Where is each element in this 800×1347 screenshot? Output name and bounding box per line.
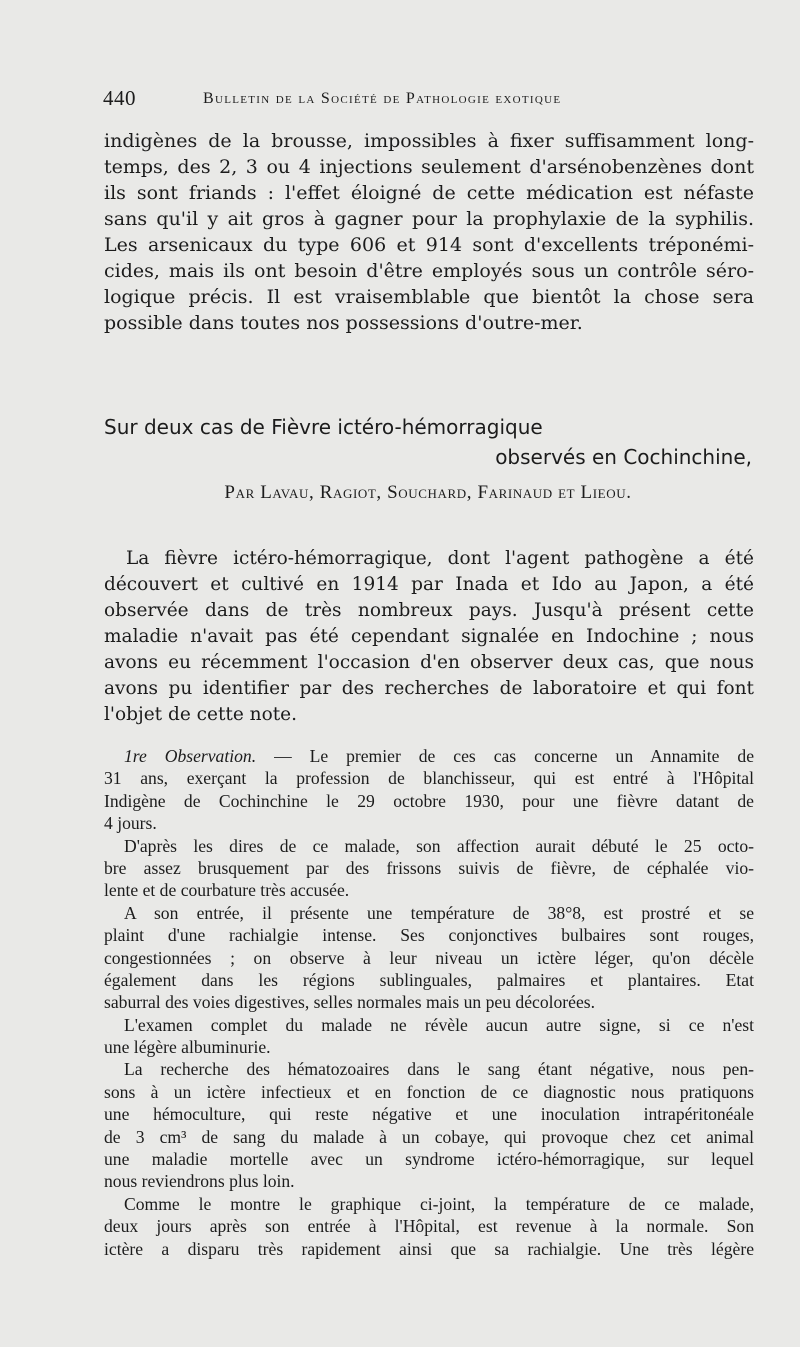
- text-line: temps, des 2, 3 ou 4 injections seulement d'arsénobenzènes dont: [104, 156, 754, 178]
- text-line: avons eu récemment l'occasion d'en observer deux cas, que nous: [104, 652, 754, 673]
- text-line: une légère albuminurie.: [104, 1037, 271, 1058]
- text-line: maladie n'avait pas été cependant signalée en Indochine ; nous: [104, 626, 754, 647]
- text-line: La fièvre ictéro-hémorragique, dont l'agent pathogène a été: [126, 548, 754, 569]
- observation-heading: 1re Observation.: [124, 746, 257, 766]
- intro-paragraph: [104, 546, 754, 728]
- text-line: avons pu identifier par des recherches de laboratoire et qui font: [104, 678, 754, 699]
- text-line: Indigène de Cochinchine le 29 octobre 1930, pour une fièvre datant de: [104, 790, 754, 811]
- running-title: Bulletin de la Société de Pathologie exotique: [203, 90, 562, 107]
- text-line: découvert et cultivé en 1914 par Inada et Ido au Japon, a été: [104, 574, 754, 595]
- text-line: D'après les dires de ce malade, son affection aurait débuté le 25 octo-: [124, 835, 754, 856]
- observation-first-line-text: — Le premier de ces cas concerne un Annamite de: [256, 746, 755, 766]
- text-line: deux jours après son entrée à l'Hôpital, est revenue à la normale. Son: [104, 1216, 754, 1237]
- text-line: observée dans de très nombreux pays. Jusqu'à présent cette: [104, 600, 754, 621]
- observation-first-line: [104, 745, 754, 767]
- text-line: Comme le montre le graphique ci-joint, la température de ce malade,: [124, 1193, 754, 1214]
- text-line: A son entrée, il présente une température de 38°8, est prostré et se: [124, 902, 754, 923]
- article-title-line2: observés en Cochinchine,: [495, 445, 752, 469]
- text-line: 4 jours.: [104, 813, 157, 834]
- text-line: une maladie mortelle avec un syndrome ictéro-hémorragique, sur lequel: [104, 1149, 754, 1170]
- text-line: 31 ans, exerçant la profession de blanchisseur, qui est entré à l'Hôpital: [104, 768, 754, 789]
- observation-section: [104, 745, 754, 1260]
- text-line: ictère a disparu très rapidement ainsi que sa rachialgie. Une très légère: [104, 1238, 754, 1259]
- text-line: La recherche des hématozoaires dans le sang étant négative, nous pen-: [124, 1059, 754, 1080]
- text-line: ils sont friands : l'effet éloigné de cette médication est néfaste: [104, 182, 754, 204]
- text-line: L'examen complet du malade ne révèle aucun autre signe, si ce n'est: [124, 1014, 754, 1035]
- text-line: l'objet de cette note.: [104, 704, 297, 725]
- article-title: [104, 412, 752, 472]
- text-line: logique précis. Il est vraisemblable que bientôt la chose sera: [104, 286, 754, 308]
- page-header: [103, 86, 753, 116]
- text-line: Les arsenicaux du type 606 et 914 sont d'excellents tréponémi-: [104, 234, 754, 256]
- text-line: sons à un ictère infectieux et en fonction de ce diagnostic nous pratiquons: [104, 1081, 754, 1102]
- text-line: congestionnées ; on observe à leur niveau un ictère léger, qu'on décèle: [104, 947, 754, 968]
- text-line: bre assez brusquement par des frissons suivis de fièvre, de céphalée vio-: [104, 857, 754, 878]
- text-line: une hémoculture, qui reste négative et une inoculation intrapéritonéale: [104, 1104, 754, 1125]
- text-line: de 3 cm³ de sang du malade à un cobaye, qui provoque chez cet animal: [104, 1126, 754, 1147]
- text-line: cides, mais ils ont besoin d'être employés sous un contrôle séro-: [104, 260, 754, 282]
- text-line: sans qu'il y ait gros à gagner pour la prophylaxie de la syphilis.: [104, 208, 754, 230]
- text-line: possible dans toutes nos possessions d'outre-mer.: [104, 312, 583, 334]
- text-line: indigènes de la brousse, impossibles à fixer suffisamment long-: [104, 130, 754, 152]
- article-title-line1: Sur deux cas de Fièvre ictéro-hémorragique: [104, 415, 543, 439]
- text-line: saburral des voies digestives, selles normales mais un peu décolorées.: [104, 992, 596, 1013]
- text-line: également dans les régions sublinguales, palmaires et plantaires. Etat: [104, 969, 754, 990]
- text-line: plaint d'une rachialgie intense. Ses conjonctives bulbaires sont rouges,: [104, 925, 754, 946]
- text-line: lente et de courbature très accusée.: [104, 880, 350, 901]
- continued-paragraph: [104, 128, 754, 336]
- text-line: nous reviendrons plus loin.: [104, 1171, 295, 1192]
- page-number: 440: [103, 86, 136, 110]
- article-authors: Par Lavau, Ragiot, Souchard, Farinaud et Lieou.: [224, 482, 632, 503]
